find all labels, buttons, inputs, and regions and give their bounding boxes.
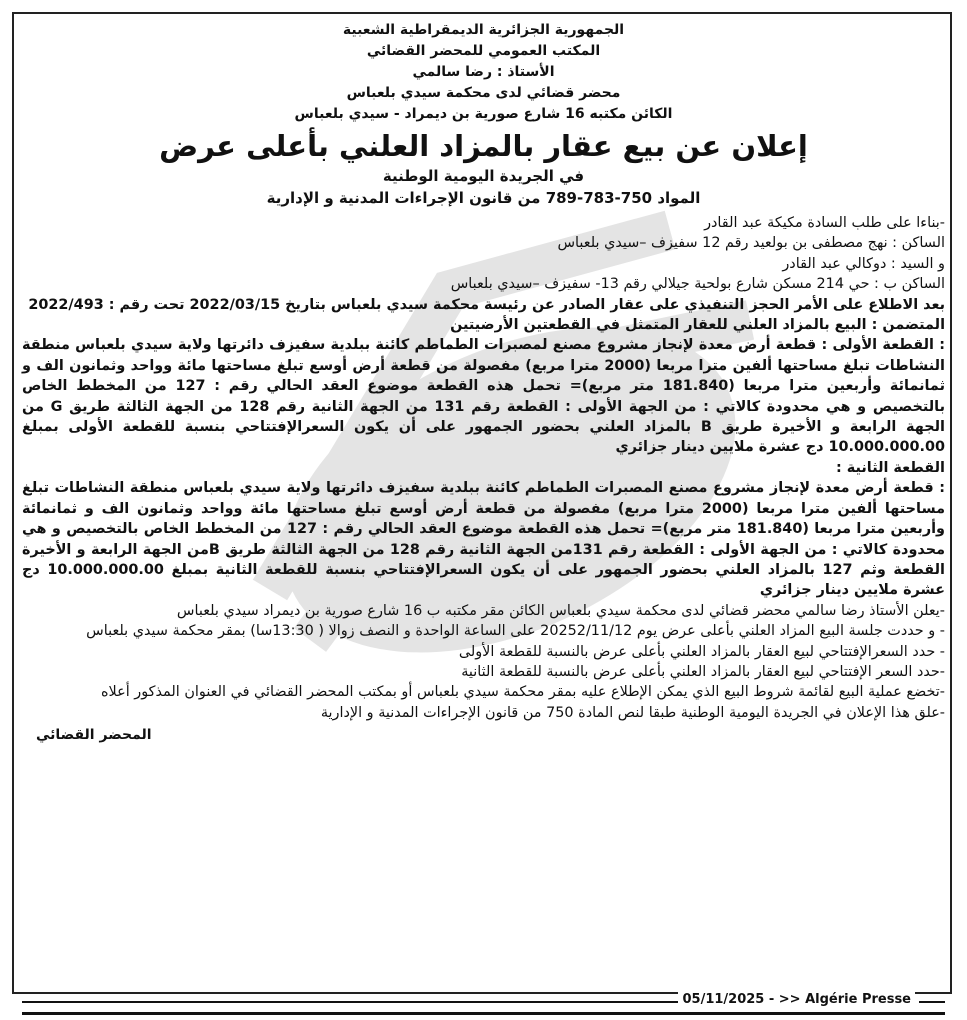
paragraph-session: - و حددت جلسة البيع المزاد العلني بأعلى عرض يوم 20252/11/12 على الساعة الواحدة و النصف زوالا ( 13:30سا) بمقر محكمة سيدي بلعباس — [86, 623, 945, 640]
bottom-rule — [22, 1012, 945, 1015]
header-republic: الجمهورية الجزائرية الديمقراطية الشعبية — [342, 22, 625, 38]
header-master: الأستاذ : رضا سالمي — [412, 64, 555, 80]
paragraph-lot-1: : القطعة الأولى : قطعة أرض معدة لإنجاز مشروع مصنع لمصبرات الطماطم كائنة ببلدية سفيزف دائرتها ولاية سيدي بلعباس منطقة النشاطات تبلغ مساحتها ألفين مترا مربعا (2000 مترا مربع) مفصولة من قطعة أرض أوسع تبلغ مساحتها مائة وواحد وثمانون الف و ثمانمائة وأربعين مترا مربعا (181.840 متر مربع)= تحمل هذه القطعة موضوع العقد الحالي رقم : 127 من المخطط الخاص بالتخصيص و هي محدودة كالاتي : من الجهة الأولى : القطعة رقم 131 من الجهة الثانية رقم 128 من الجهة الثالثة طريق G من الجهة الرابعة و الأخيرة طريق B بالمزاد العلني بحضور الجمهور على أن يكون السعرالإفتتاحي بنسبة للقطعة الأولى بمبلغ 10.000.000.00 دج عشرة ملايين دينار جزائري — [22, 337, 945, 456]
paragraph-price-2: -حدد السعر الإفتتاحي لبيع العقار بالمزاد العلني بأعلى عرض بالنسبة للقطعة الثانية — [461, 663, 945, 680]
page-title: إعلان عن بيع عقار بالمزاد العلني بأعلى عرض — [159, 129, 808, 163]
footer-rule-left — [22, 1001, 695, 1003]
paragraph-subject: المتضمن : البيع بالمزاد العلني للعقار المتمثل في القطعتين الأرضيتين — [450, 317, 945, 334]
paragraph-price-1: - حدد السعرالإفتتاحي لبيع العقار بالمزاد العلني بأعلى عرض بالنسبة للقطعة الأولى — [458, 643, 945, 660]
header-address: الكائن مكتبه 16 شارع صورية بن ديمراد - سيدي بلعباس — [294, 106, 673, 122]
paragraph-request: -بناءا على طلب السادة مكيكة عبد القادر — [704, 215, 945, 231]
announcement-content — [22, 20, 945, 743]
heading-lot-2: القطعة الثانية : — [836, 459, 945, 476]
header-office: المكتب العمومي للمحضر القضائي — [366, 43, 601, 59]
paragraph-announcer: -يعلن الأستاذ رضا سالمي محضر قضائي لدى محكمة سيدي بلعباس الكائن مقر مكتبه ب 16 شارع صورية بن ديمراد سيدي بلعباس — [176, 602, 945, 619]
subtitle-articles: المواد 750-783-789 من قانون الإجراءات المدنية و الإدارية — [266, 189, 701, 207]
footer-rule-right — [919, 1001, 945, 1003]
paragraph-lot-2: : قطعة أرض معدة لإنجاز مشروع مصنع المصبرات الطماطم كائنة ببلدية سفيزف دائرتها ولاية سيدي بلعباس منطقة النشاطات تبلغ مساحتها ألفين مترا مربعا (2000 مترا مربع) مفصولة من قطعة أرض أوسع تبلغ مساحتها مائة وواحد وثمانون الف و ثمانمائة وأربعين مترا مربعا (181.840 متر مربع)= تحمل هذه القطعة موضوع العقد الحالي رقم : 127 من المخطط الخاص بالتخصيص و هي محدودة كالاتي : من الجهة الأولى : القطعة رقم 131من الجهة الثانية رقم 128 من الجهة الثالثة طريق Bمن الجهة الرابعة و الأخيرة القطعة وثم 127 بالمزاد العلني بحضور الجمهور على أن يكون السعرالإفتتاحي بنسبة للقطعة الثانية بمبلغ 10.000.000.00 دج عشرة ملايين دينار جزائري — [22, 480, 945, 599]
paragraph-second-party: و السيد : دوكالي عبد القادر — [782, 255, 945, 272]
paragraph-residence-2: الساكن ب : حي 214 مسكن شارع بولحية جيلالي رقم 13- سفيزف –سيدي بلعباس — [450, 276, 945, 293]
footer — [22, 992, 945, 1010]
header-bailiff: محضر قضائي لدى محكمة سيدي بلعباس — [346, 85, 621, 101]
paragraph-residence-1: الساكن : نهج مصطفى بن بولعيد رقم 12 سفيزف –سيدي بلعباس — [557, 235, 945, 252]
announcement-body — [22, 213, 945, 723]
footer-date-source: 05/11/2025 - >> Algérie Presse — [678, 992, 915, 1007]
subtitle-newspaper: في الجريدة اليومية الوطنية — [382, 167, 585, 185]
paragraph-conditions: -تخضع عملية البيع لقائمة شروط البيع الذي يمكن الإطلاع عليه بمقر محكمة سيدي بلعباس أو بمكتب المحضر القضائي في العنوان المذكور أعلاه — [100, 684, 945, 701]
signature: المحضر القضائي — [36, 727, 152, 744]
paragraph-publication: -علق هذا الإعلان في الجريدة اليومية الوطنية طبقا لنص المادة 750 من قانون الإجراءات المدنية و الإدارية — [320, 704, 945, 721]
paragraph-order: بعد الاطلاع على الأمر الحجز التنفيذي على عقار الصادر عن رئيسة محكمة سيدي بلعباس بتاريخ 2022/03/15 تحت رقم : 2022/493 — [28, 296, 945, 313]
